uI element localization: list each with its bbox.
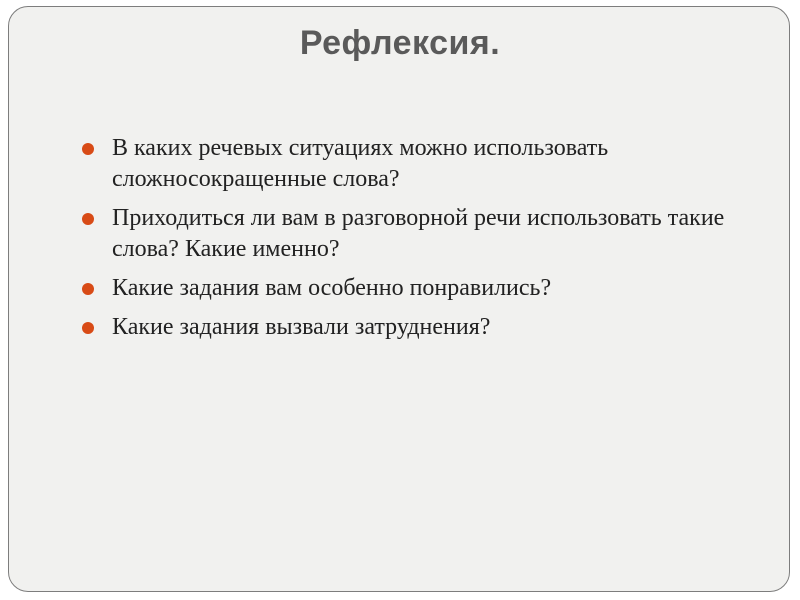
list-item-text: Какие задания вам особенно понравились?	[112, 275, 552, 301]
bullet-dot-icon	[82, 143, 94, 155]
slide-title: Рефлексия.	[299, 24, 501, 62]
list-item-text: Приходиться ли вам в разговорной речи использовать такие слова? Какие именно?	[112, 205, 725, 262]
list-item	[82, 133, 742, 195]
bullet-dot-icon	[82, 213, 94, 225]
list-item	[82, 203, 742, 265]
list-item	[82, 273, 742, 304]
list-item-text: В каких речевых ситуациях можно использовать сложносокращенные слова?	[112, 135, 609, 192]
bullet-list	[82, 133, 742, 351]
list-item-text: Какие задания вызвали затруднения?	[112, 314, 491, 340]
bullet-dot-icon	[82, 283, 94, 295]
list-item	[82, 312, 742, 343]
bullet-dot-icon	[82, 322, 94, 334]
